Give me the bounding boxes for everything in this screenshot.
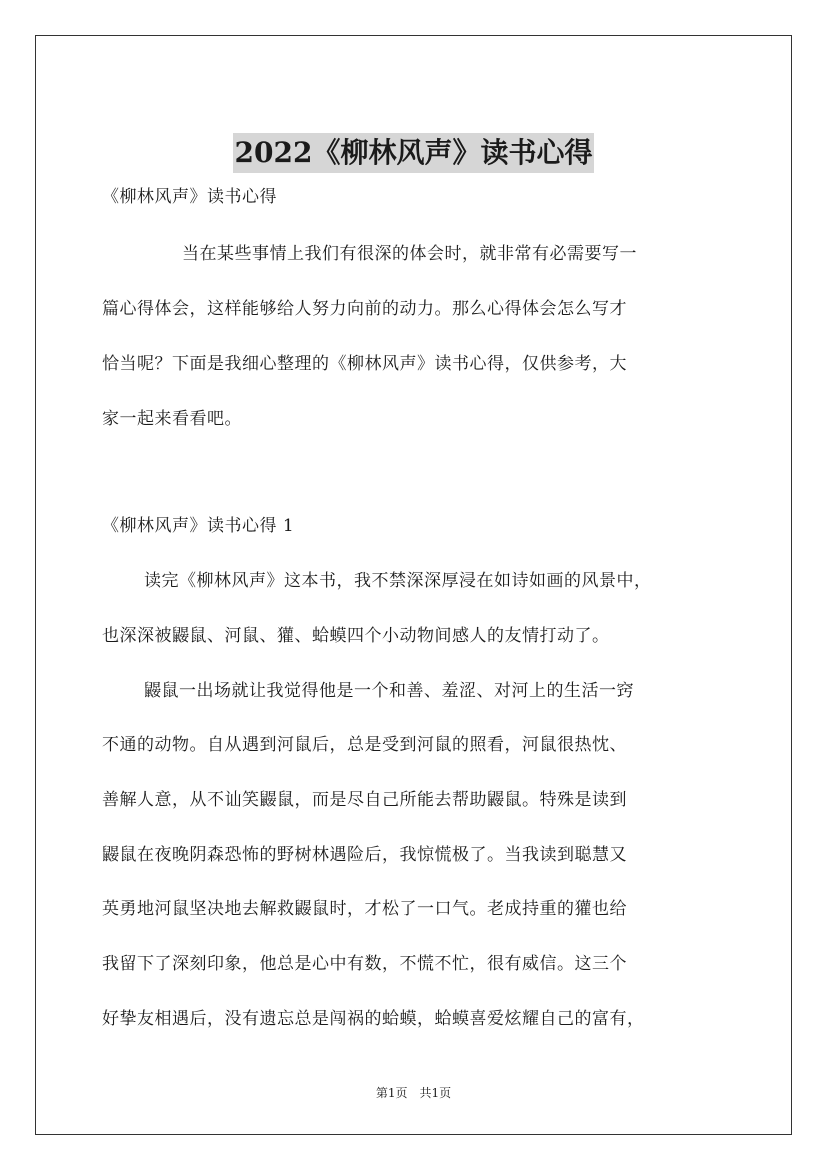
body-line: 也深深被鼹鼠、河鼠、獾、蛤蟆四个小动物间感人的友情打动了。 bbox=[102, 626, 610, 646]
body-line: 鼹鼠在夜晚阴森恐怖的野树林遇险后，我惊慌极了。当我读到聪慧又 bbox=[102, 845, 627, 865]
intro-line: 恰当呢？下面是我细心整理的《柳林风声》读书心得，仅供参考，大 bbox=[102, 354, 627, 374]
body-line: 善解人意，从不讪笑鼹鼠，而是尽自己所能去帮助鼹鼠。特殊是读到 bbox=[102, 790, 627, 810]
document-page bbox=[35, 35, 792, 1135]
body-line: 我留下了深刻印象，他总是心中有数，不慌不忙，很有威信。这三个 bbox=[102, 954, 627, 974]
page-footer: 第1页 共1页 bbox=[375, 1086, 452, 1100]
body-line: 好挚友相遇后，没有遗忘总是闯祸的蛤蟆，蛤蟆喜爱炫耀自己的富有， bbox=[102, 1009, 645, 1029]
body-line: 不通的动物。自从遇到河鼠后，总是受到河鼠的照看，河鼠很热忱、 bbox=[102, 735, 627, 755]
document-title: 2022《柳林风声》读书心得 bbox=[233, 133, 595, 173]
body-line: 鼹鼠一出场就让我觉得他是一个和善、羞涩、对河上的生活一窍 bbox=[144, 681, 634, 701]
body-line: 英勇地河鼠坚决地去解救鼹鼠时，才松了一口气。老成持重的獾也给 bbox=[102, 899, 627, 919]
body-line: 读完《柳林风声》这本书，我不禁深深厚浸在如诗如画的风景中， bbox=[144, 571, 652, 591]
intro-line: 家一起来看看吧。 bbox=[102, 409, 242, 429]
subtitle: 《柳林风声》读书心得 bbox=[102, 187, 277, 207]
intro-line: 当在某些事情上我们有很深的体会时，就非常有必需要写一 bbox=[182, 244, 637, 264]
section-heading: 《柳林风声》读书心得 1 bbox=[102, 516, 295, 536]
intro-line: 篇心得体会，这样能够给人努力向前的动力。那么心得体会怎么写才 bbox=[102, 299, 627, 319]
